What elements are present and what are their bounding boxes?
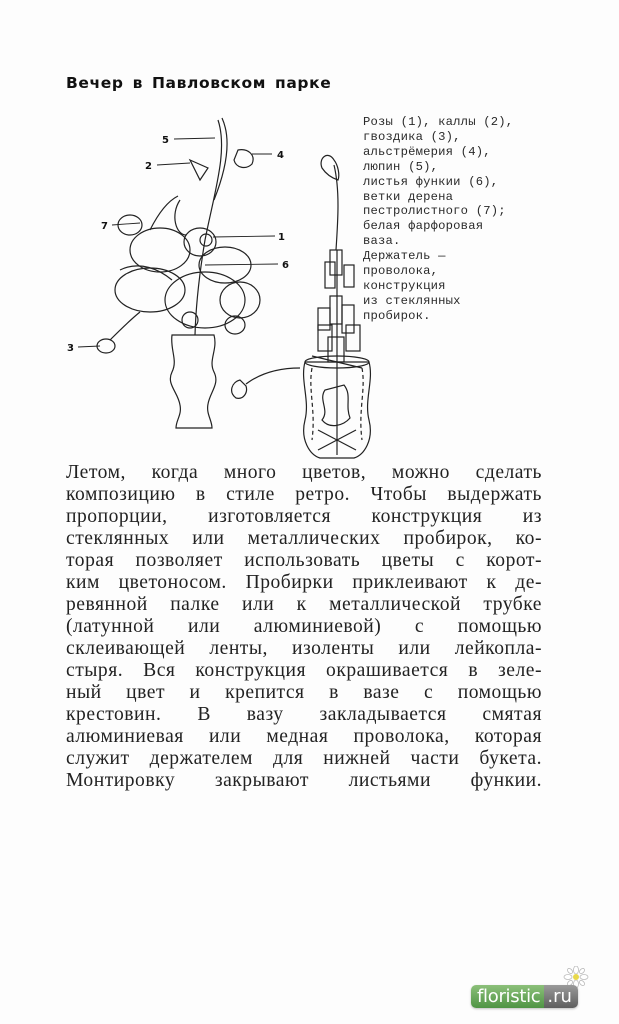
caption-line: конструкция xyxy=(363,278,446,293)
callout-label-4: 4 xyxy=(277,150,284,161)
caption-line: белая фарфоровая xyxy=(363,219,484,234)
caption-line: пестролистного (7); xyxy=(363,204,506,219)
callout-label-3: 3 xyxy=(67,343,74,354)
body-line: пропорции, изготовляется конструкция из xyxy=(66,506,542,527)
caption-line: альстрёмерия (4), xyxy=(363,144,491,159)
body-line: крестовин. В вазу закладывается смятая xyxy=(66,704,542,725)
body-line: композицию в стиле ретро. Чтобы выдержать xyxy=(66,484,542,505)
body-line: Летом, когда много цветов, можно сделать xyxy=(66,462,542,483)
illustration-caption xyxy=(363,115,553,324)
vase-drawing xyxy=(170,335,216,428)
callout-label-1: 1 xyxy=(278,232,285,243)
caption-line: из стеклянных xyxy=(363,293,461,308)
body-paragraph xyxy=(66,462,542,792)
callout-label-6: 6 xyxy=(282,260,289,271)
caption-line: ваза. xyxy=(363,234,401,249)
body-line: ный цвет и крепится в вазе с помощью xyxy=(66,682,542,703)
page-title: Вечер в Павловском парке xyxy=(66,74,332,92)
body-line: стыря. Вся конструкция окрашивается в зеле- xyxy=(66,660,542,681)
body-line: Монтировку закрывают листьями функии. xyxy=(66,770,542,791)
caption-line: проволока, xyxy=(363,264,439,279)
body-line: служит держателем для нижней части букета. xyxy=(66,748,542,769)
floristic-watermark-logo[interactable] xyxy=(471,985,578,1008)
body-line: ревянной палке или к металлической трубке xyxy=(66,594,542,615)
caption-line: ветки дерена xyxy=(363,189,454,204)
caption-line: гвоздика (3), xyxy=(363,129,461,144)
logo-brand-main: floristic xyxy=(471,985,544,1008)
caption-line: люпин (5), xyxy=(363,159,439,174)
callout-label-7: 7 xyxy=(101,221,108,232)
test-tube-construction-drawing xyxy=(232,155,371,458)
callout-label-5: 5 xyxy=(162,135,169,146)
body-line: (латунной или алюминиевой) с помощью xyxy=(66,616,542,637)
body-line: склеивающей ленты, изоленты или лейкопла- xyxy=(66,638,542,659)
body-line: торая позволяет использовать цветы с корот- xyxy=(66,550,542,571)
body-line: стеклянных или металлических пробирок, ко- xyxy=(66,528,542,549)
caption-line: листья функии (6), xyxy=(363,174,499,189)
caption-line: Розы (1), каллы (2), xyxy=(363,115,514,129)
body-line: алюминиевая или медная проволока, которая xyxy=(66,726,542,747)
caption-line: пробирок. xyxy=(363,308,431,323)
callout-lines xyxy=(78,138,278,347)
body-line: ким цветоносом. Пробирки приклеивают к де- xyxy=(66,572,542,593)
bouquet-flowers-drawing xyxy=(97,118,260,353)
callout-label-2: 2 xyxy=(145,161,152,172)
logo-brand-tld: .ru xyxy=(544,985,578,1008)
caption-line: Держатель — xyxy=(363,249,446,264)
